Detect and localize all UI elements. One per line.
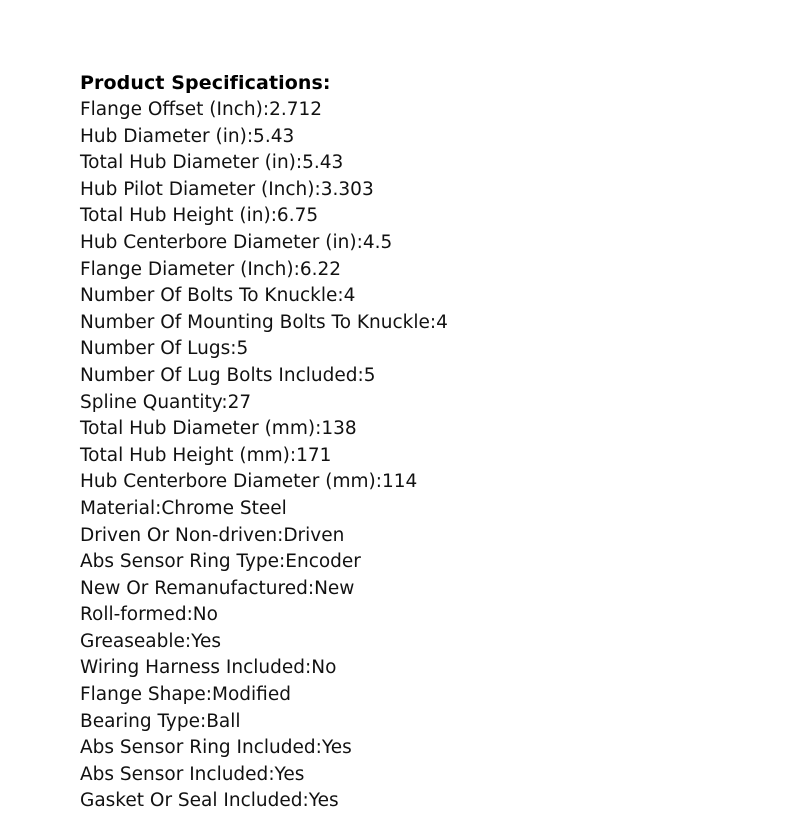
spec-separator: :	[293, 258, 300, 280]
spec-label: New Or Remanufactured	[80, 577, 308, 599]
spec-value: 5.43	[302, 152, 344, 174]
spec-label: Number Of Bolts To Knuckle	[80, 285, 338, 307]
spec-label: Material	[80, 497, 156, 519]
spec-label: Hub Centerbore Diameter (in)	[80, 231, 357, 253]
spec-separator: :	[262, 99, 270, 120]
spec-separator: :	[295, 152, 303, 174]
spec-separator: :	[221, 391, 228, 413]
spec-separator: :	[315, 418, 322, 440]
spec-value: Yes	[274, 763, 305, 785]
spec-row	[80, 124, 720, 151]
spec-label: Flange Shape	[80, 684, 206, 706]
spec-row	[80, 150, 720, 177]
spec-label: Number Of Mounting Bolts To Knuckle	[80, 311, 430, 333]
spec-separator: :	[279, 551, 286, 573]
spec-label: Number Of Lugs	[80, 338, 231, 360]
spec-value: No	[311, 657, 337, 679]
spec-separator: :	[186, 604, 193, 626]
spec-label: Abs Sensor Included	[80, 763, 269, 785]
spec-value: 2.712	[269, 99, 323, 120]
spec-value: 5	[363, 364, 376, 386]
spec-separator: :	[205, 684, 213, 706]
spec-separator: :	[246, 125, 254, 147]
spec-value: 6.75	[276, 205, 319, 227]
spec-value: Yes	[308, 790, 339, 812]
spec-row	[80, 469, 720, 496]
spec-label: Bearing Type	[80, 710, 200, 732]
spec-separator: :	[337, 285, 344, 307]
spec-row	[80, 576, 720, 603]
spec-label: Driven Or Non-driven	[80, 524, 278, 546]
spec-separator: :	[184, 630, 192, 652]
spec-value: 171	[296, 444, 332, 466]
spec-label: Wiring Harness Included	[80, 657, 305, 679]
spec-value: Ball	[206, 710, 241, 732]
spec-row	[80, 655, 720, 682]
spec-row	[80, 602, 720, 629]
spec-label: Flange Diameter (Inch)	[80, 258, 294, 280]
spec-separator: :	[305, 657, 312, 679]
spec-label: Abs Sensor Ring Included	[80, 737, 316, 759]
spec-label: Spline Quantity	[80, 391, 222, 413]
spec-row	[80, 363, 720, 390]
spec-value: Encoder	[285, 551, 361, 573]
spec-value: 6.22	[299, 258, 342, 280]
spec-separator: :	[302, 790, 309, 812]
spec-label: Total Hub Diameter (in)	[80, 152, 296, 174]
spec-value: 4	[343, 285, 356, 307]
spec-label: Hub Centerbore Diameter (mm)	[80, 471, 376, 493]
spec-separator: :	[200, 710, 207, 732]
spec-row	[80, 416, 720, 443]
spec-label: Number Of Lug Bolts Included	[80, 364, 358, 386]
spec-row	[80, 523, 720, 550]
spec-row	[80, 762, 720, 789]
spec-row	[80, 336, 720, 363]
spec-label: Abs Sensor Ring Type	[80, 551, 280, 573]
spec-label: Total Hub Height (in)	[80, 205, 271, 227]
spec-value: Yes	[321, 737, 352, 759]
spec-value: 5.43	[253, 125, 295, 147]
spec-row	[80, 257, 720, 284]
spec-row	[80, 390, 720, 417]
spec-row	[80, 496, 720, 523]
spec-row	[80, 549, 720, 576]
spec-row	[80, 310, 720, 337]
spec-separator: :	[270, 205, 277, 227]
spec-row	[80, 629, 720, 656]
spec-row	[80, 735, 720, 762]
spec-row	[80, 682, 720, 709]
spec-separator: :	[155, 497, 162, 519]
spec-row	[80, 203, 720, 230]
spec-value: 3.303	[320, 178, 374, 200]
spec-label: Gasket Or Seal Included	[80, 790, 303, 812]
spec-separator: :	[357, 364, 364, 386]
spec-separator: :	[375, 471, 383, 493]
page-title: Product Specifications:	[80, 72, 331, 94]
spec-separator: :	[314, 178, 321, 200]
spec-value: New	[314, 577, 355, 599]
spec-separator: :	[307, 577, 315, 599]
spec-row	[80, 788, 720, 815]
spec-label: Hub Pilot Diameter (Inch)	[80, 178, 315, 200]
spec-value: Chrome Steel	[161, 497, 287, 519]
spec-value: 114	[382, 471, 418, 493]
spec-row	[80, 177, 720, 204]
spec-label: Total Hub Height (mm)	[80, 444, 290, 466]
spec-separator: :	[230, 338, 237, 360]
spec-separator: :	[429, 311, 437, 333]
spec-value: Yes	[191, 630, 221, 652]
spec-value: Modified	[212, 684, 291, 706]
spec-separator: :	[289, 444, 297, 466]
spec-separator: :	[315, 737, 322, 759]
spec-row	[80, 230, 720, 257]
specifications-list	[80, 97, 720, 815]
spec-label: Flange Offset (Inch)	[80, 99, 263, 120]
spec-separator: :	[356, 231, 363, 253]
spec-value: 138	[321, 418, 357, 440]
spec-value: 4.5	[362, 231, 393, 253]
spec-label: Total Hub Diameter (mm)	[80, 418, 316, 440]
spec-label: Roll-formed	[80, 604, 187, 626]
spec-value: 5	[236, 338, 249, 360]
spec-label: Hub Diameter (in)	[80, 125, 247, 147]
spec-value: No	[192, 604, 218, 626]
spec-separator: :	[277, 524, 284, 546]
spec-label: Greaseable	[80, 630, 185, 652]
spec-row	[80, 443, 720, 470]
spec-row	[80, 709, 720, 736]
spec-row	[80, 283, 720, 310]
spec-value: Driven	[283, 524, 345, 546]
spec-separator: :	[268, 763, 275, 785]
spec-value: 27	[227, 391, 252, 413]
spec-row	[80, 97, 720, 124]
spec-value: 4	[436, 311, 448, 333]
